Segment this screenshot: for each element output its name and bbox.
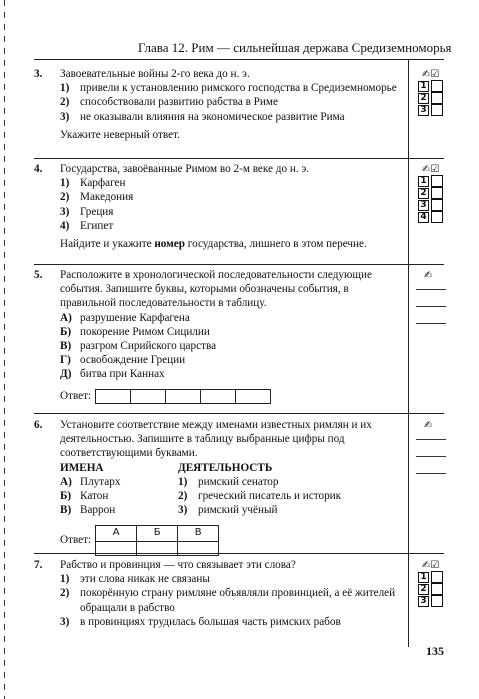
margin-rule [408, 59, 409, 647]
question-text: Рабство и провинция — что связывает эти слова? [60, 559, 296, 571]
answer-label: Ответ: [60, 534, 92, 547]
answer-checkbox[interactable] [431, 595, 443, 607]
column-header: ИМЕНА [60, 461, 104, 474]
option: А) разрушение Карфагена [60, 311, 190, 324]
question-4 [60, 162, 402, 251]
answer-lines-5 [416, 270, 446, 324]
answer-cell[interactable] [131, 389, 166, 403]
answer-checkbox[interactable] [431, 211, 443, 223]
answer-row [60, 525, 402, 555]
answer-line[interactable] [416, 289, 446, 290]
answer-checkbox[interactable] [431, 571, 443, 583]
pen-icon: ✍ [424, 420, 433, 431]
option: 2) покорённую страну римляне объявляли провинцией, а её жителей обращали в рабство [60, 587, 396, 614]
answer-box-label: 3 [418, 105, 429, 116]
question-6 [60, 418, 402, 556]
question-divider [34, 158, 444, 159]
option: 1) Карфаген [60, 177, 126, 190]
option: Г) освобождение Греции [60, 354, 186, 367]
answer-box-label: 1 [418, 176, 429, 187]
answer-checkbox[interactable] [431, 583, 443, 595]
answer-block-7 [418, 560, 443, 607]
question-instruction: Найдите и укажите номер государства, лишнего в этом перечне. [60, 238, 367, 251]
answer-box-label: 1 [418, 572, 429, 583]
option: 2) греческий писатель и историк [178, 490, 342, 503]
pen-check-icon: ✍☑ [422, 69, 440, 80]
option: Б) покорение Римом Сицилии [60, 325, 210, 338]
answer-block-3 [418, 69, 443, 116]
question-number: 7. [34, 559, 43, 571]
question-3 [60, 67, 402, 142]
option: В) разгром Сирийского царства [60, 340, 217, 353]
question-number: 5. [34, 269, 43, 281]
answer-checkbox[interactable] [431, 104, 443, 116]
answer-checkbox[interactable] [431, 199, 443, 211]
pen-check-icon: ✍☑ [422, 560, 440, 571]
table-header: Б [137, 526, 178, 541]
answer-label: Ответ: [60, 390, 92, 403]
header-rule [34, 59, 444, 60]
question-number: 3. [34, 68, 43, 80]
answer-cell[interactable] [201, 389, 236, 403]
pen-icon: ✍ [424, 270, 433, 281]
option: 2) способствовали развитию рабства в Риме [60, 96, 278, 109]
answer-checkbox[interactable] [431, 92, 443, 104]
answer-box-label: 3 [418, 200, 429, 211]
question-7 [60, 558, 402, 629]
answer-line[interactable] [416, 323, 446, 324]
answer-box-label: 3 [418, 596, 429, 607]
option: Б) Катон [60, 490, 109, 503]
page-number: 135 [426, 644, 444, 658]
table-header: А [96, 526, 137, 541]
answer-table [95, 525, 219, 555]
question-5 [60, 268, 402, 404]
answer-cell[interactable] [236, 389, 271, 403]
question-instruction: Укажите неверный ответ. [60, 128, 180, 141]
question-divider [34, 553, 444, 554]
answer-lines-6 [416, 420, 446, 474]
answer-table [95, 389, 271, 404]
names-column [60, 461, 178, 518]
option: 2) Македония [60, 191, 134, 204]
answer-box-label: 2 [418, 584, 429, 595]
option: В) Варрон [60, 504, 116, 517]
table-header: В [178, 526, 219, 541]
answer-box-label: 2 [418, 188, 429, 199]
question-text: Государства, завоёванные Римом во 2-м веке до н. э. [60, 163, 310, 175]
question-divider [34, 264, 444, 265]
matching-columns [60, 461, 402, 518]
option: 3) в провинциях трудилась большая часть римских рабов [60, 615, 341, 628]
answer-checkbox[interactable] [431, 187, 443, 199]
option: А) Плутарх [60, 475, 121, 488]
question-text: Расположите в хронологической последовательности следующие события. Запишите буквы, которыми обозначены события, в правильной последовательности в таблицу. [60, 269, 372, 310]
answer-box-label: 4 [418, 212, 429, 223]
answer-cell[interactable] [166, 389, 201, 403]
answer-line[interactable] [416, 456, 446, 457]
binding-edge-dashes [4, 0, 5, 699]
answer-checkbox[interactable] [431, 175, 443, 187]
answer-line[interactable] [416, 306, 446, 307]
option: 3) не оказывали влияния на экономическое развитие Рима [60, 110, 345, 123]
option: 4) Египет [60, 219, 114, 232]
question-number: 4. [34, 163, 43, 175]
option: 3) римский учёный [178, 504, 278, 517]
answer-line[interactable] [416, 439, 446, 440]
option: 1) римский сенатор [178, 475, 279, 488]
option: 1) эти слова никак не связаны [60, 573, 210, 586]
option: Д) битва при Каннах [60, 368, 165, 381]
question-divider [34, 413, 444, 414]
answer-line[interactable] [416, 473, 446, 474]
option: 1) привели к установлению римского господства в Средиземноморье [60, 82, 397, 95]
answer-block-4 [418, 164, 443, 223]
answer-checkbox[interactable] [431, 80, 443, 92]
pen-check-icon: ✍☑ [422, 164, 440, 175]
option: 3) Греция [60, 205, 114, 218]
answer-row [60, 389, 402, 404]
question-text: Установите соответствие между именами известных римлян и их деятельностью. Запишите в таблицу выбранные цифры под соответствующими буквами. [60, 419, 372, 460]
answer-box-label: 2 [418, 93, 429, 104]
page-header: Глава 12. Рим — сильнейшая держава Средиземноморья [138, 40, 452, 55]
question-number: 6. [34, 419, 43, 431]
activities-column [178, 461, 341, 518]
answer-cell[interactable] [96, 389, 131, 403]
question-text: Завоевательные войны 2-го века до н. э. [60, 68, 250, 80]
answer-box-label: 1 [418, 81, 429, 92]
column-header: ДЕЯТЕЛЬНОСТЬ [178, 461, 273, 474]
